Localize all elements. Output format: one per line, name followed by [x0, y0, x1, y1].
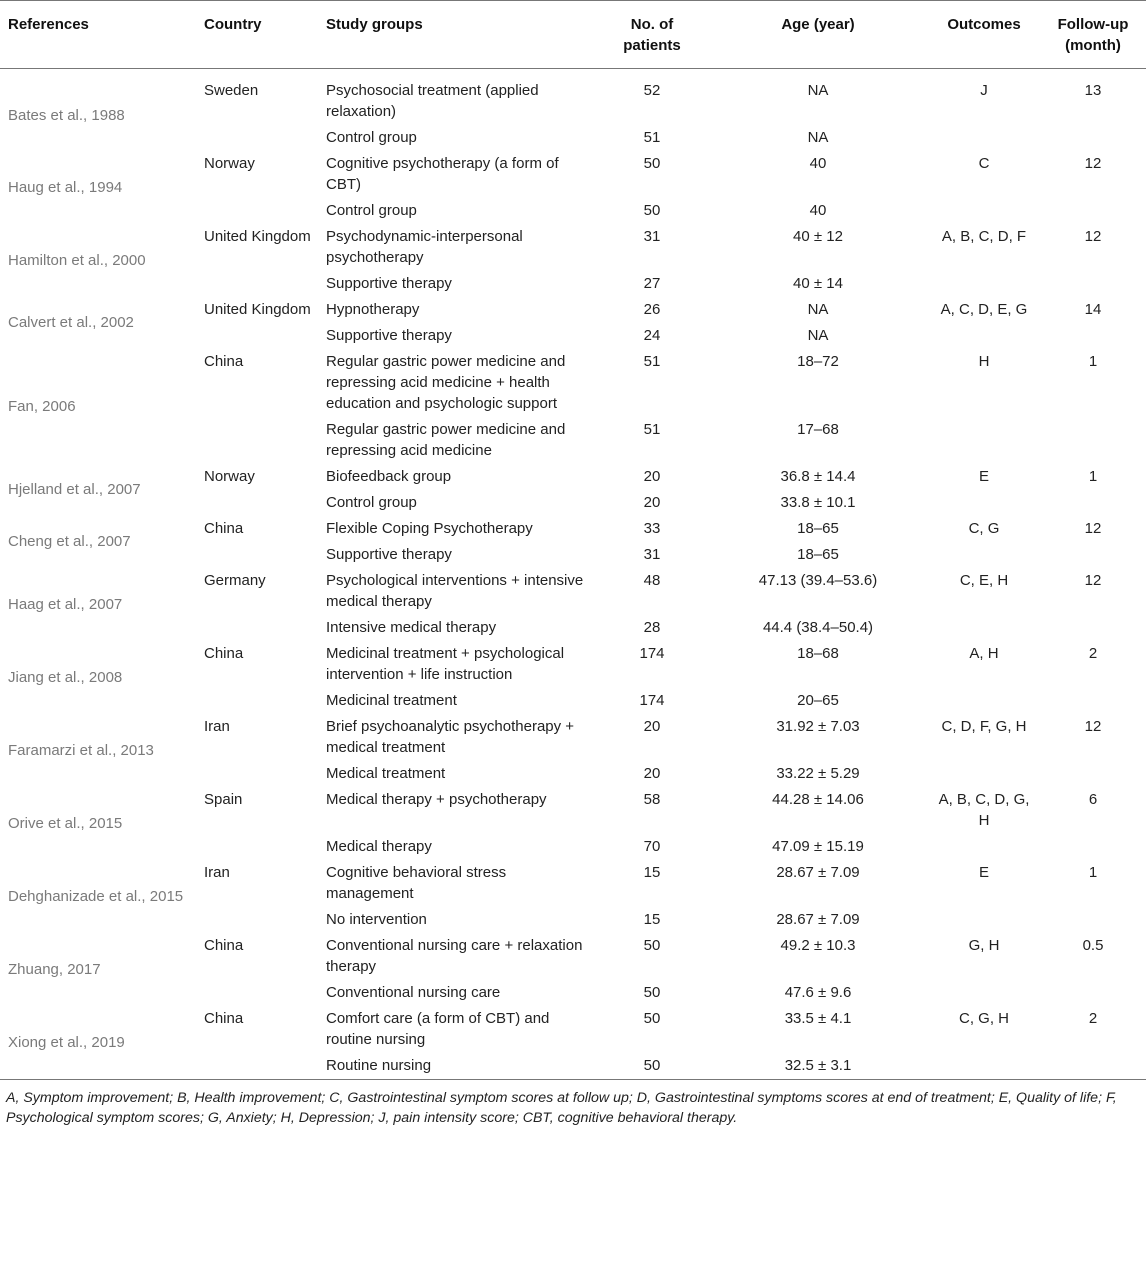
table-row: [0, 151, 1146, 198]
outcomes-cell-empty: [928, 490, 1038, 516]
study-group-cell: Medical therapy: [326, 838, 432, 855]
country-cell: China: [204, 937, 244, 954]
study-group-cell: Flexible Coping Psychotherapy: [326, 520, 533, 537]
follow-up-cell: 1: [1088, 468, 1098, 485]
reference-cell: Cheng et al., 2007: [8, 533, 131, 550]
study-group-cell: Regular gastric power medicine and repressing acid medicine + health education and psychologic support: [326, 353, 566, 412]
study-group-cell: Intensive medical therapy: [326, 619, 497, 636]
country-cell-empty: [196, 907, 318, 933]
patients-cell: 15: [643, 864, 661, 881]
follow-up-cell-empty: [1038, 490, 1146, 516]
table-row: [0, 69, 1146, 126]
age-cell: NA: [807, 82, 829, 99]
reference-cell: Jiang et al., 2008: [8, 668, 123, 686]
outcomes-cell: H: [978, 353, 990, 370]
reference-cell: Dehghanizade et al., 2015: [8, 887, 184, 905]
table-row: [0, 787, 1146, 834]
country-cell: Iran: [204, 718, 230, 735]
patients-cell: 24: [643, 327, 661, 344]
study-group-cell: Medical treatment: [326, 765, 446, 782]
age-cell: 49.2 ± 10.3: [780, 937, 856, 954]
outcomes-cell-empty: [928, 1053, 1038, 1080]
country-cell: Norway: [204, 155, 255, 172]
study-group-cell: Cognitive psychotherapy (a form of CBT): [326, 155, 559, 193]
outcomes-cell: A, B, C, D, F: [941, 228, 1027, 245]
table-row: [0, 641, 1146, 688]
age-cell: NA: [807, 327, 829, 344]
patients-cell: 51: [643, 129, 661, 146]
country-cell: United Kingdom: [204, 228, 311, 245]
age-cell: 47.6 ± 9.6: [784, 984, 852, 1001]
patients-cell: 27: [643, 275, 661, 292]
age-cell: 47.09 ± 15.19: [772, 838, 864, 855]
study-group-cell: No intervention: [326, 911, 427, 928]
country-cell: Sweden: [204, 82, 259, 99]
country-cell-empty: [196, 980, 318, 1006]
age-cell: 28.67 ± 7.09: [776, 864, 860, 881]
country-cell-empty: [196, 417, 318, 464]
follow-up-cell-empty: [1038, 271, 1146, 297]
age-cell: 33.22 ± 5.29: [776, 765, 860, 782]
follow-up-cell-empty: [1038, 323, 1146, 349]
outcomes-cell: E: [978, 468, 989, 485]
follow-up-cell: 12: [1084, 520, 1102, 537]
follow-up-cell: 2: [1088, 645, 1098, 662]
header-follow-up: Follow-up (month): [1038, 1, 1146, 69]
patients-cell: 50: [643, 202, 661, 219]
follow-up-cell-empty: [1038, 980, 1146, 1006]
footnote-row: [0, 1080, 1146, 1129]
header-outcomes: Outcomes: [928, 1, 1038, 69]
country-cell-empty: [196, 615, 318, 641]
outcomes-cell: A, H: [969, 645, 999, 662]
age-cell: 28.67 ± 7.09: [776, 911, 860, 928]
follow-up-cell-empty: [1038, 542, 1146, 568]
reference-cell: Hjelland et al., 2007: [8, 481, 141, 498]
table-row: [0, 224, 1146, 271]
age-cell: 47.13 (39.4–53.6): [758, 572, 878, 589]
age-cell: 18–65: [797, 546, 839, 563]
age-cell: NA: [807, 129, 829, 146]
outcomes-cell: C: [978, 155, 990, 172]
patients-cell: 20: [643, 718, 661, 735]
follow-up-cell: 2: [1088, 1010, 1098, 1027]
patients-cell: 50: [643, 984, 661, 1001]
follow-up-cell: 14: [1084, 301, 1102, 318]
study-group-cell: Regular gastric power medicine and repressing acid medicine: [326, 421, 566, 459]
table-row: [0, 714, 1146, 761]
reference-cell: Zhuang, 2017: [8, 960, 101, 978]
patients-cell: 50: [643, 937, 661, 954]
study-group-cell: Supportive therapy: [326, 327, 452, 344]
patients-cell: 50: [643, 1057, 661, 1074]
table-body: [0, 69, 1146, 1080]
study-group-cell: Medicinal treatment: [326, 692, 457, 709]
header-age: Age (year): [706, 1, 928, 69]
age-cell: 33.5 ± 4.1: [784, 1010, 852, 1027]
table-row: [0, 933, 1146, 980]
patients-cell: 31: [643, 228, 661, 245]
follow-up-cell: 12: [1084, 228, 1102, 245]
header-study-groups: Study groups: [318, 1, 596, 69]
age-cell: NA: [807, 301, 829, 318]
patients-cell: 26: [643, 301, 661, 318]
outcomes-cell-empty: [928, 125, 1038, 151]
patients-cell: 33: [643, 520, 661, 537]
outcomes-cell-empty: [928, 834, 1038, 860]
outcomes-cell-empty: [928, 542, 1038, 568]
outcomes-cell: C, D, F, G, H: [941, 718, 1027, 735]
study-group-cell: Control group: [326, 129, 417, 146]
header-patients: No. of patients: [596, 1, 706, 69]
patients-cell: 51: [643, 353, 661, 370]
follow-up-cell-empty: [1038, 688, 1146, 714]
country-cell-empty: [196, 323, 318, 349]
patients-cell: 28: [643, 619, 661, 636]
country-cell-empty: [196, 834, 318, 860]
patients-cell: 20: [643, 765, 661, 782]
study-group-cell: Conventional nursing care + relaxation therapy: [326, 937, 583, 975]
study-group-cell: Psychodynamic-interpersonal psychotherapy: [326, 228, 523, 266]
outcomes-cell: C, G: [968, 520, 1000, 537]
age-cell: 18–72: [797, 353, 839, 370]
header-row: [0, 1, 1146, 69]
country-cell: China: [204, 520, 244, 537]
country-cell-empty: [196, 271, 318, 297]
table-footnote: A, Symptom improvement; B, Health improvement; C, Gastrointestinal symptom scores at follow up; D, Gastrointestinal symptoms scores at end of treatment; E, Quality of life; F, Psychological symptom scores; G, Anxiety; H, Depression; J, pain intensity score; CBT, cognitive behavioral therapy.: [0, 1080, 1146, 1129]
country-cell-empty: [196, 198, 318, 224]
follow-up-cell: 12: [1084, 155, 1102, 172]
patients-cell: 20: [643, 494, 661, 511]
study-group-cell: Brief psychoanalytic psychotherapy + medical treatment: [326, 718, 575, 756]
outcomes-cell: E: [978, 864, 989, 881]
reference-cell: Bates et al., 1988: [8, 107, 125, 124]
reference-cell: Haag et al., 2007: [8, 595, 123, 613]
outcomes-cell-empty: [928, 688, 1038, 714]
outcomes-cell-empty: [928, 980, 1038, 1006]
outcomes-cell: C, E, H: [959, 572, 1009, 589]
outcomes-cell: J: [980, 82, 988, 99]
country-cell-empty: [196, 125, 318, 151]
age-cell: 17–68: [797, 421, 839, 438]
age-cell: 40: [809, 155, 827, 172]
study-group-cell: Medical therapy + psychotherapy: [326, 791, 547, 808]
reference-cell: Haug et al., 1994: [8, 178, 123, 196]
age-cell: 40 ± 12: [793, 228, 843, 245]
patients-cell: 15: [643, 911, 661, 928]
follow-up-cell-empty: [1038, 761, 1146, 787]
follow-up-cell-empty: [1038, 615, 1146, 641]
country-cell: Norway: [204, 468, 255, 485]
study-group-cell: Cognitive behavioral stress management: [326, 864, 507, 902]
country-cell: China: [204, 353, 244, 370]
follow-up-cell-empty: [1038, 907, 1146, 933]
table-row: [0, 464, 1146, 490]
age-cell: 40: [809, 202, 827, 219]
follow-up-cell: 1: [1088, 864, 1098, 881]
country-cell: Iran: [204, 864, 230, 881]
follow-up-cell-empty: [1038, 834, 1146, 860]
table-row: [0, 516, 1146, 542]
reference-cell: Fan, 2006: [8, 397, 76, 415]
table-row: [0, 349, 1146, 417]
study-group-cell: Supportive therapy: [326, 546, 452, 563]
age-cell: 18–65: [797, 520, 839, 537]
outcomes-cell-empty: [928, 417, 1038, 464]
age-cell: 18–68: [797, 645, 839, 662]
follow-up-cell: 1: [1088, 353, 1098, 370]
outcomes-cell-empty: [928, 198, 1038, 224]
follow-up-cell-empty: [1038, 125, 1146, 151]
age-cell: 20–65: [797, 692, 839, 709]
country-cell-empty: [196, 761, 318, 787]
follow-up-cell: 12: [1084, 718, 1102, 735]
table-row: [0, 568, 1146, 615]
follow-up-cell: 0.5: [1082, 937, 1104, 954]
outcomes-cell: A, C, D, E, G: [940, 301, 1028, 318]
country-cell: Spain: [204, 791, 243, 808]
reference-cell: Faramarzi et al., 2013: [8, 741, 154, 759]
age-cell: 31.92 ± 7.03: [776, 718, 860, 735]
follow-up-cell: 13: [1084, 82, 1102, 99]
study-group-cell: Psychosocial treatment (applied relaxation): [326, 82, 539, 120]
study-group-cell: Biofeedback group: [326, 468, 452, 485]
outcomes-cell: G, H: [968, 937, 1000, 954]
study-group-cell: Supportive therapy: [326, 275, 452, 292]
country-cell-empty: [196, 1053, 318, 1080]
header-references: References: [0, 1, 196, 69]
follow-up-cell: 12: [1084, 572, 1102, 589]
patients-cell: 48: [643, 572, 661, 589]
reference-cell: Xiong et al., 2019: [8, 1033, 125, 1051]
study-group-cell: Control group: [326, 202, 417, 219]
outcomes-cell-empty: [928, 907, 1038, 933]
country-cell-empty: [196, 542, 318, 568]
patients-cell: 50: [643, 155, 661, 172]
patients-cell: 70: [643, 838, 661, 855]
patients-cell: 50: [643, 1010, 661, 1027]
outcomes-cell: A, B, C, D, G, H: [938, 791, 1030, 829]
patients-cell: 174: [639, 692, 665, 709]
country-cell: Germany: [204, 572, 266, 589]
study-group-cell: Medicinal treatment + psychological intervention + life instruction: [326, 645, 565, 683]
country-cell: China: [204, 1010, 244, 1027]
outcomes-cell-empty: [928, 271, 1038, 297]
follow-up-cell-empty: [1038, 198, 1146, 224]
follow-up-cell: 6: [1088, 791, 1098, 808]
age-cell: 33.8 ± 10.1: [780, 494, 856, 511]
header-country: Country: [196, 1, 318, 69]
patients-cell: 58: [643, 791, 661, 808]
reference-cell: Hamilton et al., 2000: [8, 251, 146, 269]
outcomes-cell-empty: [928, 615, 1038, 641]
outcomes-cell-empty: [928, 323, 1038, 349]
country-cell-empty: [196, 688, 318, 714]
follow-up-cell-empty: [1038, 1053, 1146, 1080]
study-group-cell: Routine nursing: [326, 1057, 432, 1074]
study-group-cell: Psychological interventions + intensive medical therapy: [326, 572, 584, 610]
age-cell: 32.5 ± 3.1: [784, 1057, 852, 1074]
age-cell: 44.4 (38.4–50.4): [762, 619, 874, 636]
country-cell: China: [204, 645, 244, 662]
age-cell: 40 ± 14: [793, 275, 843, 292]
patients-cell: 31: [643, 546, 661, 563]
study-group-cell: Conventional nursing care: [326, 984, 501, 1001]
table-row: [0, 860, 1146, 907]
country-cell: United Kingdom: [204, 301, 311, 318]
outcomes-cell-empty: [928, 761, 1038, 787]
study-group-cell: Hypnotherapy: [326, 301, 420, 318]
patients-cell: 20: [643, 468, 661, 485]
country-cell-empty: [196, 490, 318, 516]
reference-cell: Calvert et al., 2002: [8, 314, 134, 331]
study-group-cell: Comfort care (a form of CBT) and routine nursing: [326, 1010, 550, 1048]
patients-cell: 51: [643, 421, 661, 438]
patients-cell: 52: [643, 82, 661, 99]
table-row: [0, 1006, 1146, 1053]
outcomes-cell: C, G, H: [958, 1010, 1009, 1027]
follow-up-cell-empty: [1038, 417, 1146, 464]
reference-cell: Orive et al., 2015: [8, 814, 123, 832]
table-row: [0, 297, 1146, 323]
patients-cell: 174: [639, 645, 665, 662]
age-cell: 44.28 ± 14.06: [772, 791, 864, 808]
study-group-cell: Control group: [326, 494, 417, 511]
age-cell: 36.8 ± 14.4: [780, 468, 856, 485]
